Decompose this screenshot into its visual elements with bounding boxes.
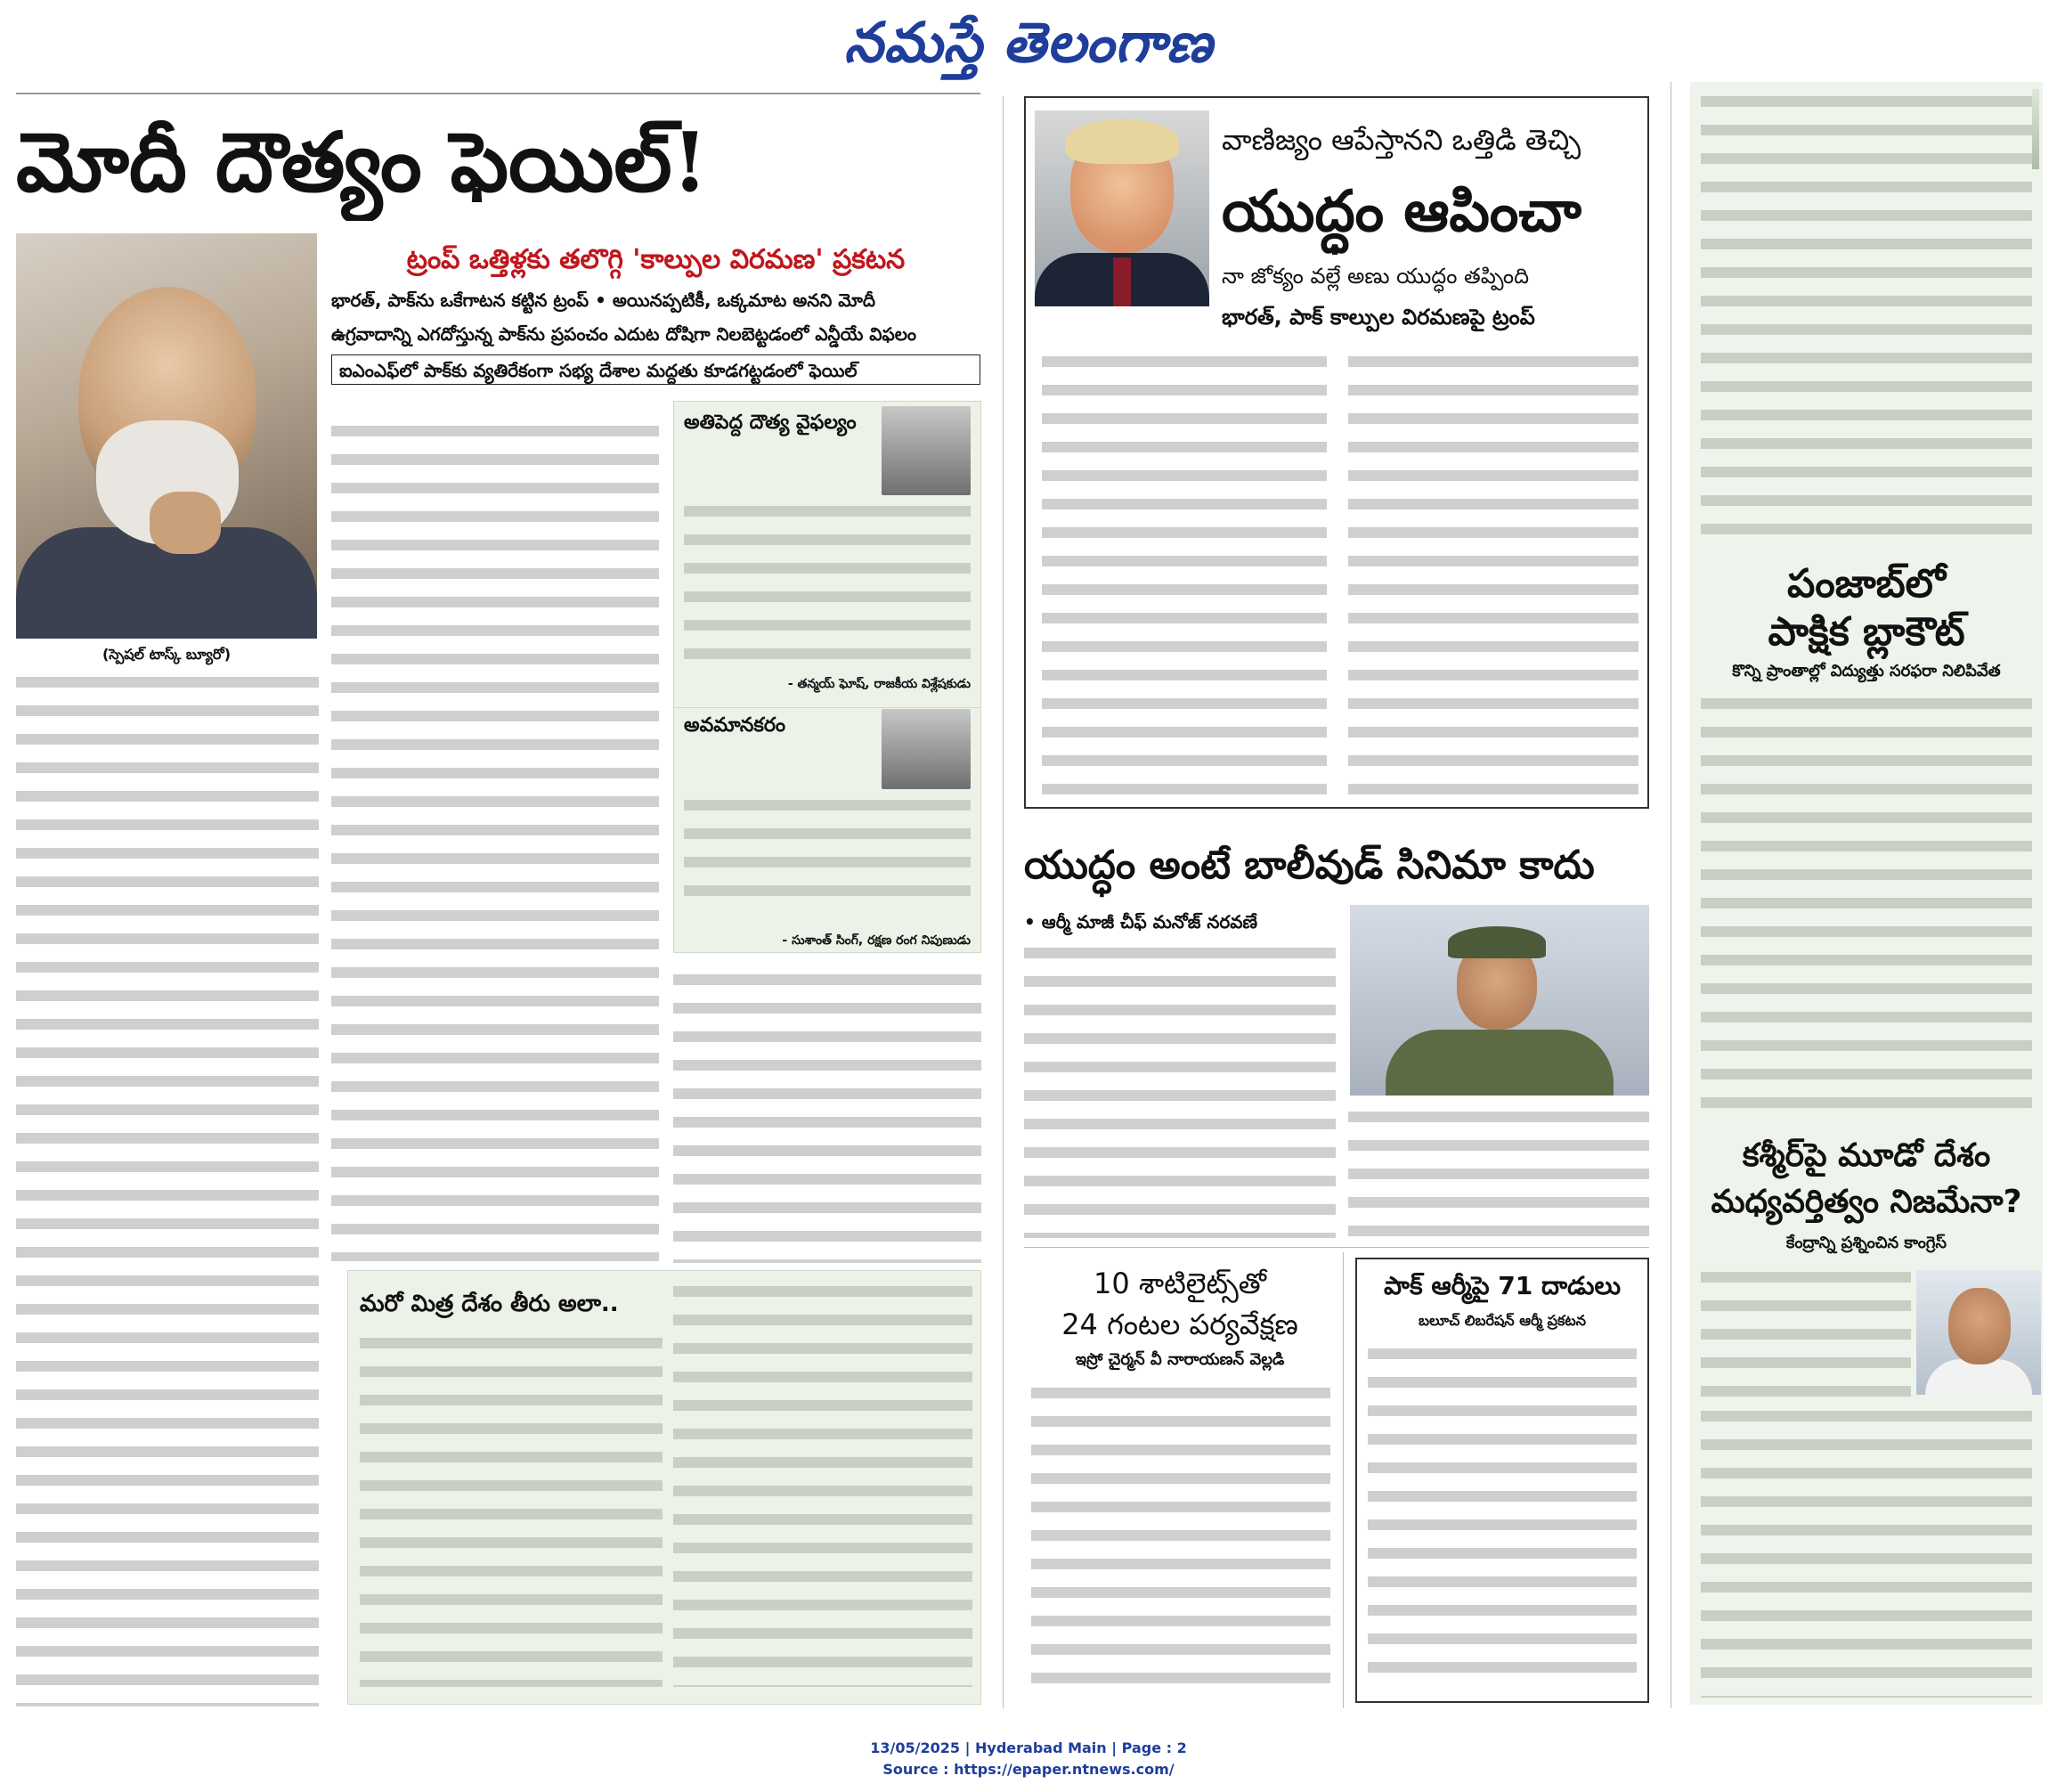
masthead-title: నమస్తే తెలంగాణ [843, 10, 1214, 75]
sidebar-1-body [684, 499, 971, 659]
trump-kicker: వాణిజ్యం ఆపేస్తానని ఒత్తిడి తెచ్చి [1222, 123, 1581, 157]
lead-deck-1: భారత్, పాక్‌ను ఒకేగాటన కట్టిన ట్రంప్ • అయినప్పటికీ, ఒక్కమాట అనని మోదీ [331, 289, 875, 311]
footer-edition: 13/05/2025 | Hyderabad Main | Page : 2 [870, 1739, 1187, 1756]
sidebar-1-title: అతిపెద్ద దౌత్య వైఫల్యం [684, 411, 857, 434]
trump-body-col-2 [1348, 349, 1638, 794]
satellite-title-1: 10 శాటిలైట్స్‌తో [1093, 1267, 1267, 1300]
satellite-body [1031, 1381, 1330, 1701]
pak-army-title: పాక్ ఆర్మీపై 71 దాడులు [1383, 1271, 1622, 1300]
lead-headline: మోదీ దౌత్యం ఫెయిల్! [16, 114, 708, 210]
army-credit: • ఆర్మీ మాజీ చీఫ్ మనోజ్ నరవణే [1024, 911, 1257, 933]
punjab-headline-1: పంజాబ్‌లో [1787, 561, 1946, 607]
expert-photo-icon [882, 709, 971, 789]
analyst-photo-icon [882, 406, 971, 495]
punjab-credit: కొన్ని ప్రాంతాల్లో విద్యుత్తు సరఫరా నిలిపివేత [1732, 662, 2001, 680]
sidebar-2-body [684, 793, 971, 908]
lead-body-col-3 [673, 967, 981, 1263]
trump-deck-2: భారత్, పాక్ కాల్పుల విరమణపై ట్రంప్ [1222, 305, 1535, 330]
army-body-col-1 [1024, 941, 1336, 1238]
trump-deck-1: నా జోక్యం వల్లే అణు యుద్ధం తప్పింది [1222, 264, 1530, 289]
kashmir-body [1701, 1265, 1911, 1398]
lead-subhead: ట్రంప్ ఒత్తిళ్లకు తలొగ్గి 'కాల్పుల విరమణ' ప్రకటన [406, 244, 906, 275]
column-rule-3 [1343, 1252, 1344, 1708]
army-body-col-2 [1348, 1104, 1649, 1238]
lead-deck-3: ఐఎంఎఫ్‌లో పాక్‌కు వ్యతిరేకంగా సభ్య దేశాల మద్దతు కూడగట్టడంలో ఫెయిల్ [331, 354, 980, 385]
kashmir-body-2 [1701, 1404, 2032, 1698]
top-rule [16, 93, 980, 94]
sibal-body [1701, 89, 2032, 552]
punjab-headline-2: పాక్షిక బ్లాకౌట్ [1768, 609, 1965, 655]
masthead [0, 5, 2057, 80]
kashmir-credit: కేంద్రాన్ని ప్రశ్నించిన కాంగ్రెస్ [1785, 1234, 1947, 1252]
satellite-credit: ఇస్రో చైర్మన్ వీ నారాయణన్ వెల్లడి [1075, 1350, 1285, 1369]
kashmir-headline-2: మధ్యవర్తిత్వం నిజమేనా? [1711, 1184, 2022, 1220]
inset-body-col-2 [673, 1279, 972, 1687]
trump-headline: యుద్ధం ఆపించా [1222, 178, 1581, 245]
lead-deck-2: ఉగ్రవాదాన్ని ఎగదోస్తున్న పాక్‌ను ప్రపంచం ఎదుట దోషిగా నిలబెట్టడంలో ఎన్డీయే విఫలం [331, 323, 917, 345]
lead-byline: (స్పెషల్ టాస్క్ బ్యూరో) [102, 646, 232, 663]
army-chief-portrait-icon [1350, 905, 1649, 1096]
divider-army-bottom [1024, 1247, 1649, 1248]
modi-portrait-icon [16, 233, 317, 639]
sidebar-1-credit: - తన్మయ్ ఘోష్, రాజకీయ విశ్లేషకుడు [787, 677, 971, 691]
kashmir-headline-1: కశ్మీర్‌పై మూడో దేశం [1742, 1137, 1991, 1174]
sidebar-2-credit: - సుశాంత్ సింగ్, రక్షణ రంగ నిపుణుడు [782, 933, 971, 948]
punjab-body [1701, 691, 2032, 1119]
footer-source: Source : https://epaper.ntnews.com/ [882, 1761, 1175, 1778]
lead-body-col-1 [16, 670, 319, 1706]
pak-army-body [1368, 1341, 1637, 1689]
pak-army-credit: బలూచ్ లిబరేషన్ ఆర్మీ ప్రకటన [1419, 1312, 1586, 1329]
inset-title: మరో మిత్ర దేశం తీరు అలా.. [360, 1291, 619, 1317]
trump-portrait-icon [1035, 110, 1209, 306]
lead-body-col-2 [331, 419, 659, 1261]
venugopal-portrait-icon [1916, 1270, 2041, 1395]
army-headline: యుద్ధం అంటే బాలీవుడ్ సినిమా కాదు [1024, 843, 1595, 888]
trump-body-col-1 [1042, 349, 1327, 794]
satellite-title-2: 24 గంటల పర్యవేక్షణ [1061, 1307, 1298, 1341]
sidebar-2-title: అవమానకరం [684, 714, 786, 737]
inset-body-col-1 [360, 1331, 663, 1687]
column-rule-1 [1003, 96, 1004, 1708]
